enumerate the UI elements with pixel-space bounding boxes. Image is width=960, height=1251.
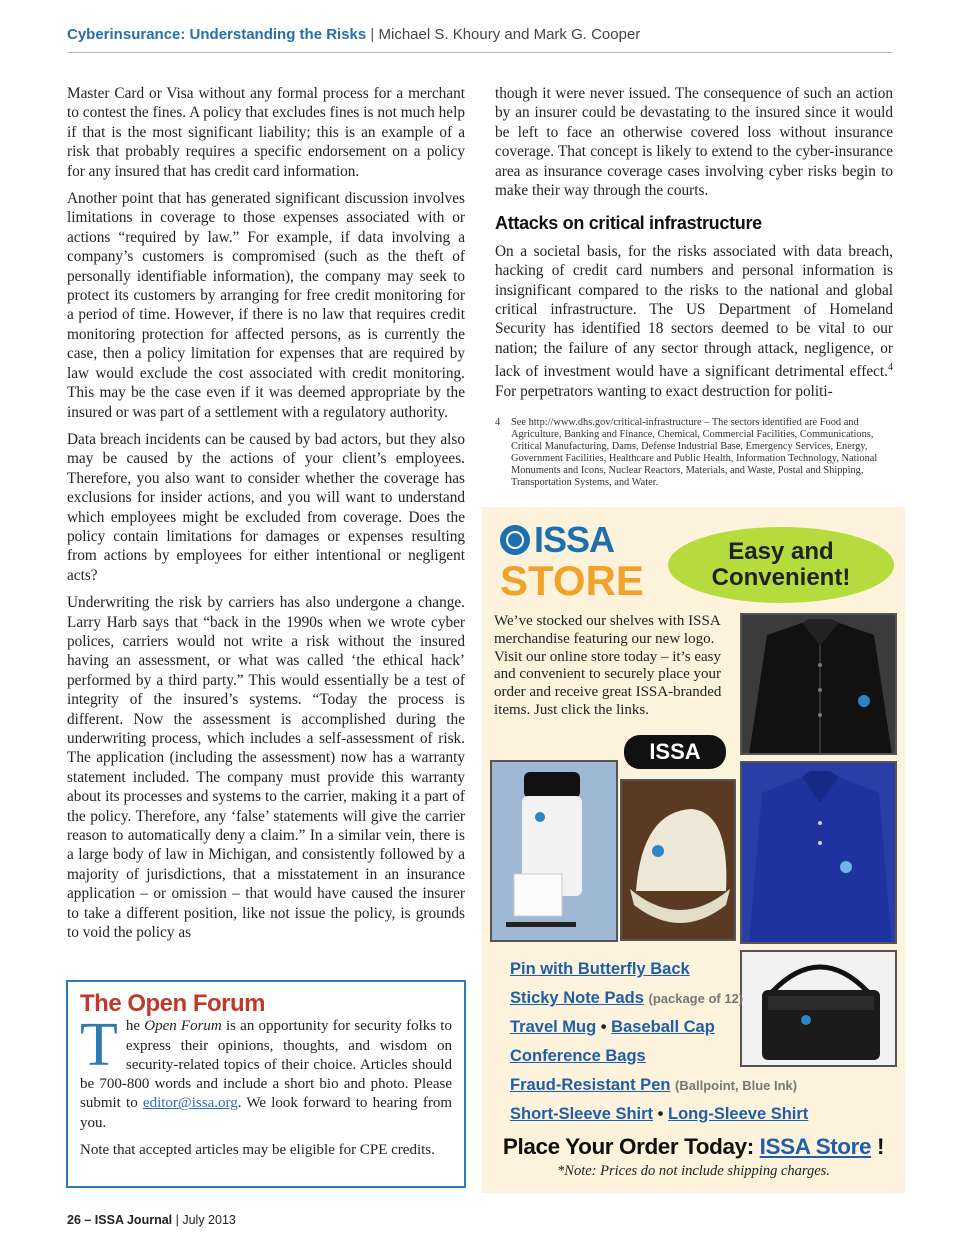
- page-number: 26 – ISSA Journal: [67, 1213, 173, 1227]
- footnote-reference[interactable]: 4: [888, 362, 893, 374]
- bullet-separator: •: [657, 1105, 664, 1123]
- order-text: Place Your Order Today:: [502, 1134, 760, 1159]
- fraud-resistant-pen-link[interactable]: Fraud-Resistant Pen: [510, 1076, 671, 1094]
- baseball-cap-link[interactable]: Baseball Cap: [611, 1018, 715, 1036]
- paragraph: Another point that has generated significant discussion involves limitations in coverage to those expenses associated with or actions “required by law.” For example, if data involving a company’s customers is compromised (such as the theft of personally identifiable information), the company may seek to protect its customers by arranging for free credit monitoring for a period of time. However, if there is no law that requires credit monitoring protection for affected persons, as is currently the case, then a policy limitation for expenses that are required by law would exclude the cost associated with credit monitoring. This may be the case even if it was deemed appropriate by the insured or was part of a settlement with a regulatory authority.: [67, 190, 465, 421]
- shirt-icon: [742, 763, 897, 944]
- easy-convenient-badge: [668, 527, 894, 603]
- right-column: [495, 84, 893, 489]
- text: he: [125, 1018, 145, 1035]
- paragraph: Master Card or Visa without any formal process for a merchant to contest the fines. A policy that excludes fines is not much help if that is the most significant liability; this is an example of a risk that probably requires a specific endorsement on a policy for any insured that has credit card information.: [67, 85, 465, 180]
- page-footer: [67, 1213, 236, 1227]
- section-heading: Attacks on critical infrastructure: [495, 213, 762, 234]
- article-authors: Michael S. Khoury and Mark G. Cooper: [378, 26, 641, 43]
- issa-logo: [500, 521, 614, 559]
- text: . We look forward to hearing from you.: [80, 1095, 452, 1131]
- issue-date: July 2013: [182, 1213, 236, 1227]
- paragraph: Data breach incidents can be caused by bad actors, but they also may be caused by the actions of your client’s employees. Therefore, you also want to consider whether the coverage has exclusions for insider actions, and you will want to understand which employees might be excluded from coverage. Does the policy contain limitations for damages or expenses resulting from actions by employees for either intentional or negligent acts?: [67, 430, 465, 584]
- footnote-text: See http://www.dhs.gov/critical-infrastructure – The sectors identified are Food and Agriculture, Banking and Finance, Chemical, Commercial Facilities, Communications, Critical Manufacturing, Dams, Defense Industrial Base, Emergency Services, Energy, Government Facilities, Healthcare and Public Health, Information Technology, National Monuments and Icons, Nuclear Reactors, Materials, and Waste, Postal and Shipping, Transportation Systems, and Water.: [511, 417, 878, 489]
- store-logo: STORE: [500, 557, 644, 604]
- bullet-separator: •: [600, 1018, 607, 1036]
- list-item: [510, 1071, 808, 1100]
- header-separator: |: [370, 26, 375, 43]
- footnote-number: 4: [495, 417, 501, 429]
- mug-icon: [492, 762, 618, 942]
- cap-icon: [622, 781, 736, 941]
- issa-store-ad: [482, 507, 905, 1193]
- pin-link[interactable]: Pin with Butterfly Back: [510, 960, 690, 978]
- short-sleeve-shirt-link[interactable]: Short-Sleeve Shirt: [510, 1105, 654, 1123]
- running-header: [67, 26, 893, 53]
- list-item: [510, 955, 808, 984]
- paragraph: Underwriting the risk by carriers has also undergone a change. Larry Harb says that “back in the 1990s when we wrote cyber polices, carriers would not write a risk without the insured having an assessment, or what was called ‘the ethical hack’ performed by a third party.” This would essentially be a test of integrity of the insured’s systems. “Today the process is different. Now the assessment is accomplished during the underwriting process, which includes a self-assessment of risk. The application (including the assessment) now has a warranty statement included. The company must provide this warranty about its processes and systems to the carrier, making it a part of the policy. Therefore, any ‘false’ statements will give the carrier reason to automatically deny a claim.” In a similar vein, there is a large body of law in Michigan, and consistently followed by a majority of jurisdictions, that a misstatement in an insurance application – or omission – that would have caused the insurer to take a different position, like not issue the policy, is grounds to void the policy as: [67, 594, 465, 942]
- product-links: [510, 955, 808, 1129]
- open-forum-paragraph: [80, 1011, 452, 1133]
- badge-line: Easy and: [728, 538, 834, 565]
- list-item: [510, 1013, 808, 1042]
- shirt-icon: [742, 615, 897, 755]
- long-sleeve-shirt-link[interactable]: Long-Sleeve Shirt: [668, 1105, 809, 1123]
- sticky-note-pads-link[interactable]: Sticky Note Pads: [510, 989, 644, 1007]
- paragraph: [495, 242, 893, 401]
- footer-separator: |: [175, 1213, 179, 1227]
- left-column: [67, 84, 465, 950]
- email-link[interactable]: editor@issa.org: [142, 1095, 238, 1112]
- travel-mug-photo: [490, 760, 618, 942]
- link-note: (Ballpoint, Blue Ink): [675, 1078, 798, 1093]
- paragraph-text: For perpetrators wanting to exact destruction for politi-: [495, 382, 833, 400]
- drop-cap: T: [80, 1011, 118, 1080]
- travel-mug-link[interactable]: Travel Mug: [510, 1018, 597, 1036]
- shipping-note: *Note: Prices do not include shipping charges.: [557, 1163, 830, 1179]
- list-item: [510, 1100, 808, 1129]
- article-title: Cyberinsurance: Understanding the Risks: [67, 26, 367, 43]
- globe-icon: [500, 525, 530, 555]
- issa-logo-text: ISSA: [534, 519, 615, 560]
- order-call-to-action: [482, 1134, 905, 1160]
- issa-store-link[interactable]: ISSA Store: [759, 1134, 872, 1159]
- baseball-cap-photo: [620, 779, 736, 941]
- conference-bags-link[interactable]: Conference Bags: [510, 1047, 646, 1065]
- cpe-note: Note that accepted articles may be eligible for CPE credits.: [80, 1142, 435, 1159]
- open-forum-box: [66, 980, 466, 1188]
- short-sleeve-shirt-photo: [740, 761, 897, 944]
- list-item: [510, 1042, 808, 1071]
- paragraph: though it were never issued. The consequence of such an action by an insurer could be devastating to the insured since it would be left to face an otherwise covered loss without insurance coverage. That concept is likely to extend to the cyber-insurance area as insurance coverage cases involving cyber risks begin to make their way through the courts.: [495, 85, 893, 200]
- store-intro: We’ve stocked our shelves with ISSA merchandise featuring our new logo. Visit our online store today – it’s easy and convenient to securely place your order and receive great ISSA-branded items. Just click the links.: [494, 613, 722, 718]
- issa-logo-text: ISSA: [649, 739, 701, 764]
- open-forum-title: The Open Forum: [80, 990, 265, 1017]
- text: is an opportunity for security folks to express their opinions, thoughts, and wisdom on security-related topics of their choice. Articles should be 700-800 words and include a short bio and photo. Please submit to: [80, 1018, 452, 1112]
- issa-product-logo: [624, 735, 726, 769]
- emphasis: Open Forum: [144, 1018, 222, 1035]
- paragraph-text: On a societal basis, for the risks associated with data breach, hacking of credit card numbers and personal information is insignificant compared to the risks to the national and global critical infrastructure. The US Department of Homeland Security has identified 18 sectors deemed to be vital to our nation; the failure of any sector through attack, negligence, or lack of investment would have a significant detrimental effect.: [495, 242, 893, 381]
- link-note: (package of 12): [648, 991, 744, 1006]
- badge-line: Convenient!: [711, 564, 851, 591]
- order-text: !: [871, 1134, 885, 1159]
- long-sleeve-shirt-photo: [740, 613, 897, 755]
- footnote: [495, 417, 893, 489]
- list-item: [510, 984, 808, 1013]
